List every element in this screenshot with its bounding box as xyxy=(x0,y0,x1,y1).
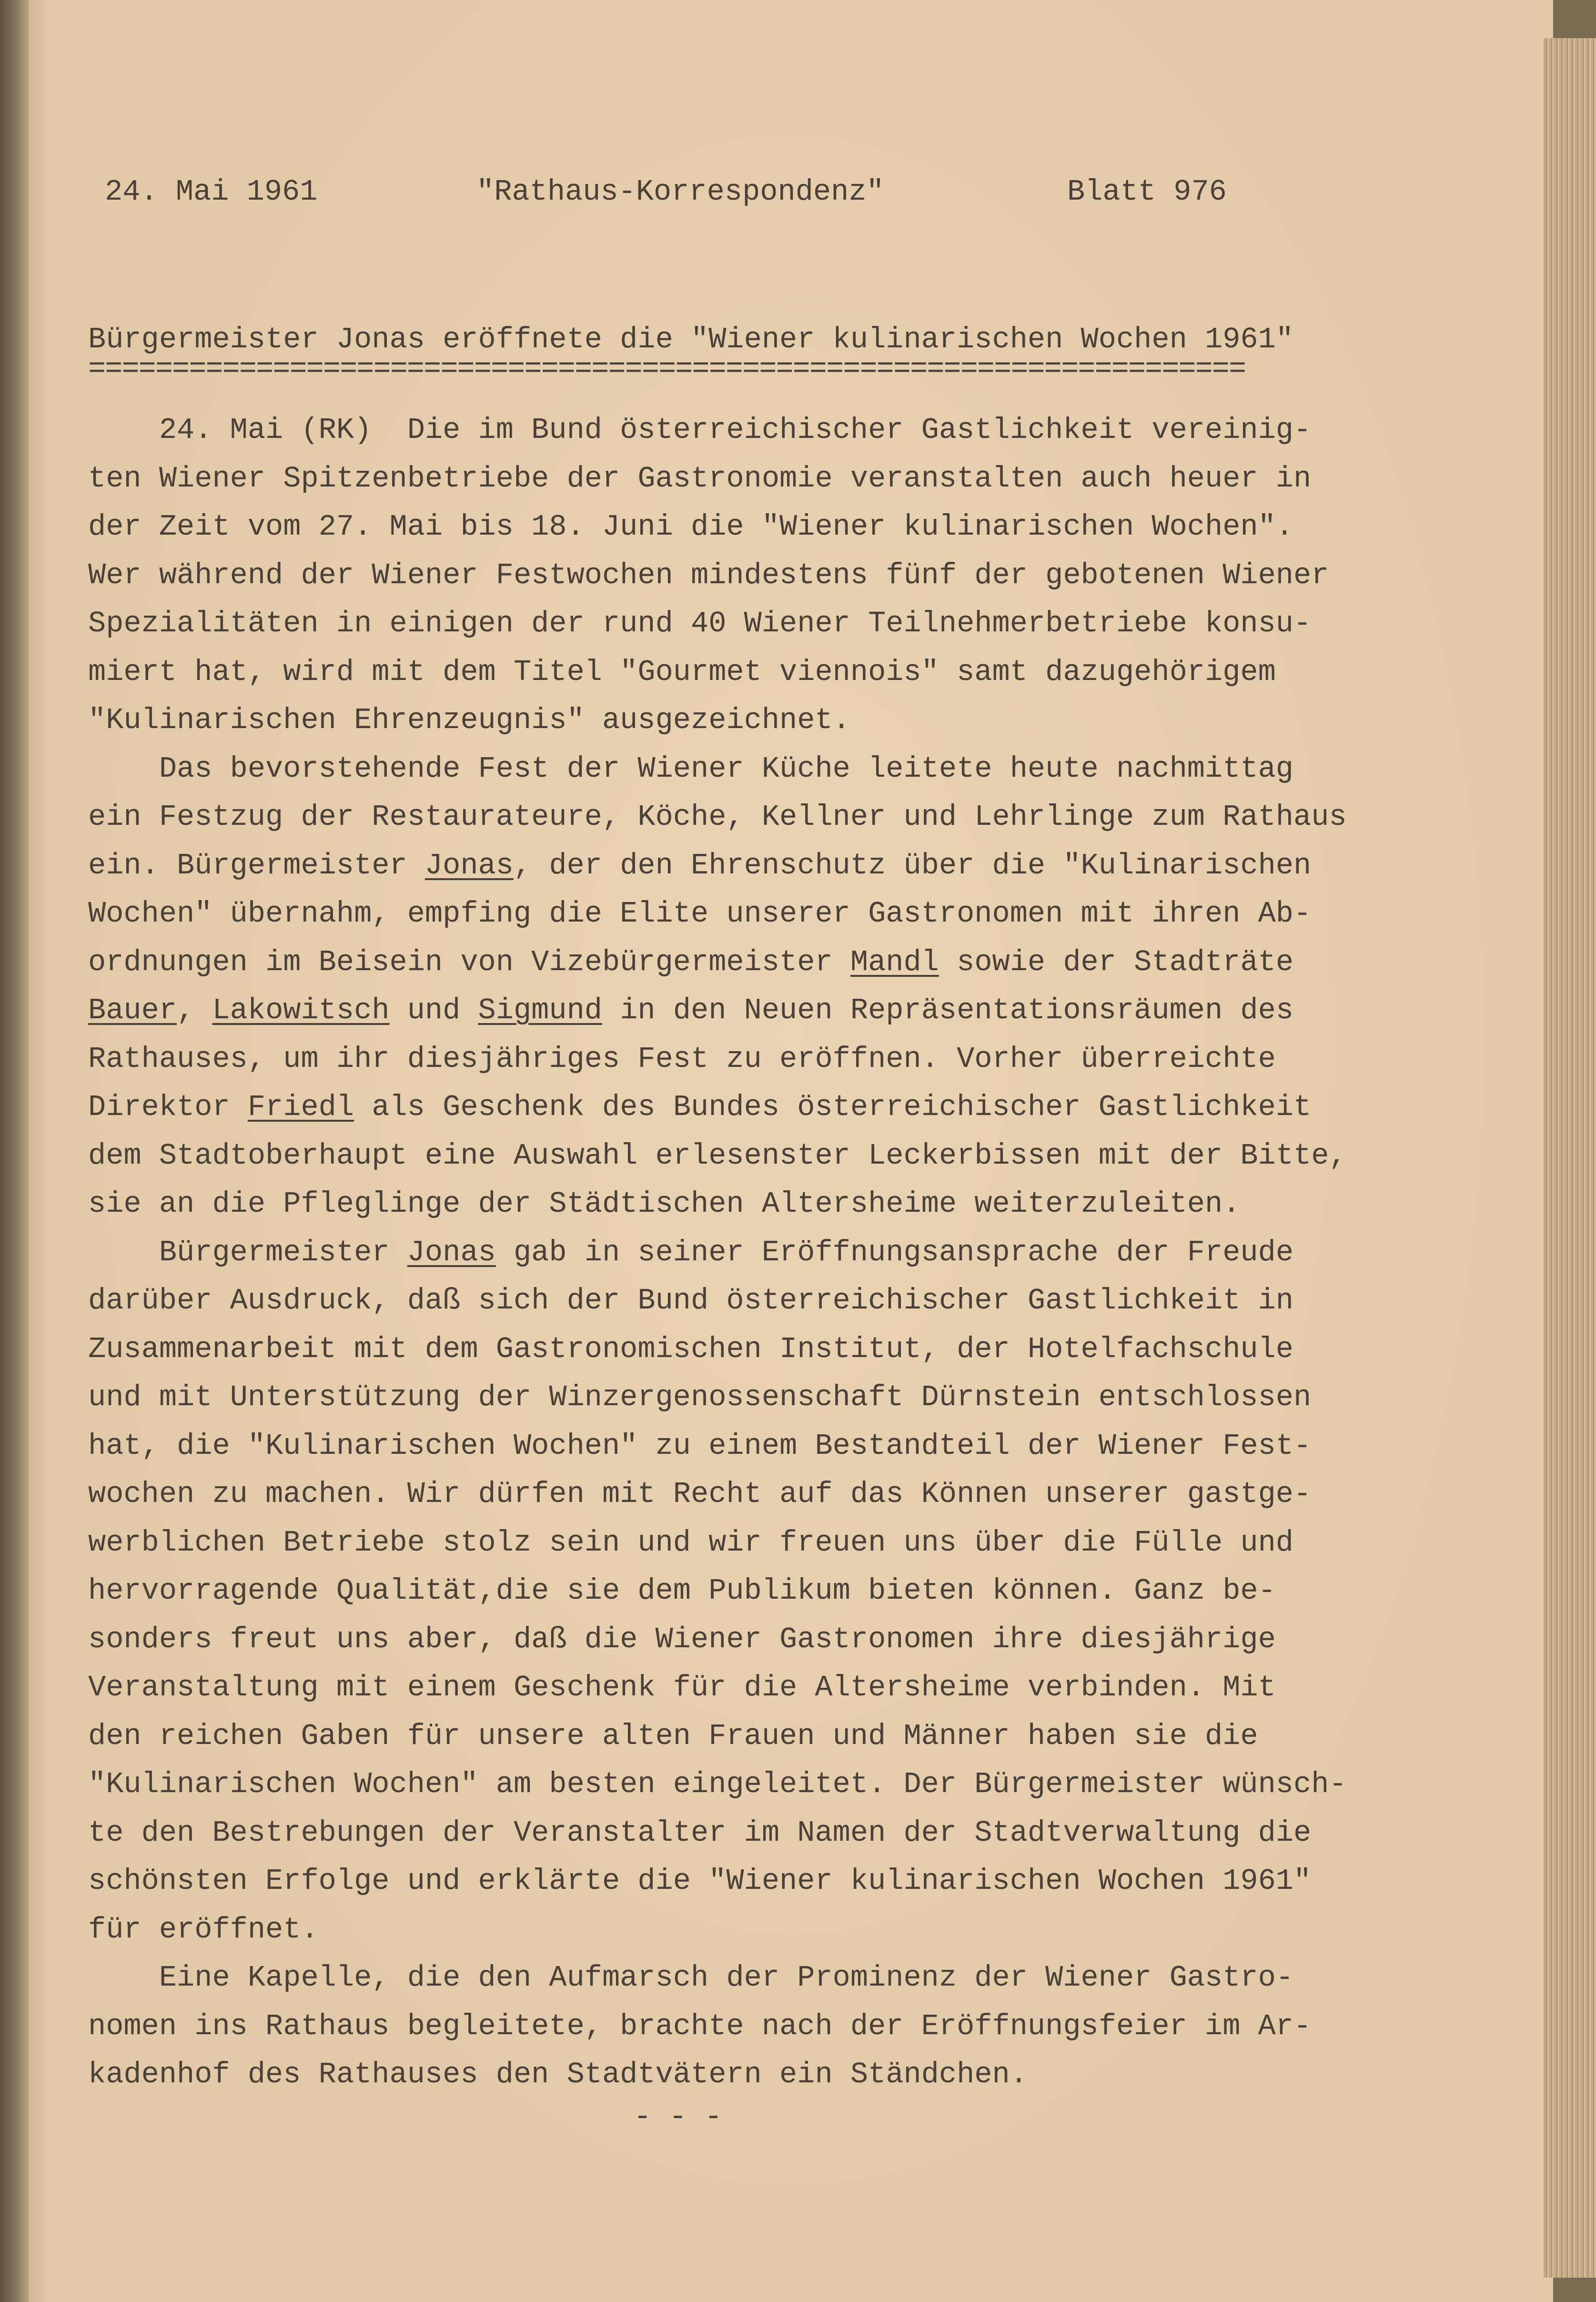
body-text: gab in seiner Eröffnungsansprache der Freude xyxy=(495,1236,1294,1269)
body-line xyxy=(88,1188,1240,1220)
body-line xyxy=(88,1479,1311,1510)
body-line xyxy=(88,1334,1293,1365)
end-mark: - - - xyxy=(634,2100,723,2134)
body-line xyxy=(88,898,1311,930)
header-date: 24. Mai 1961 xyxy=(105,175,318,209)
body-text: werblichen Betriebe stolz sein und wir freuen uns über die Fülle und xyxy=(88,1526,1294,1560)
body-line xyxy=(88,705,850,736)
body-text: Wochen" übernahm, empfing die Elite unserer Gastronomen mit ihren Ab- xyxy=(88,897,1312,931)
body-line xyxy=(88,753,1293,785)
body-line xyxy=(88,1721,1258,1752)
body-line xyxy=(88,1866,1311,1897)
body-text: ein Festzug der Restaurateure, Köche, Kellner und Lehrlinge zum Rathaus xyxy=(88,800,1347,834)
body-line xyxy=(88,850,1311,882)
body-text: 24. Mai (RK) Die im Bund österreichischer Gastlichkeit vereinig- xyxy=(88,413,1312,447)
body-text: nomen ins Rathaus begleitete, brachte nach der Eröffnungsfeier im Ar- xyxy=(88,2009,1312,2043)
body-text: und mit Unterstützung der Winzergenossenschaft Dürnstein entschlossen xyxy=(88,1380,1312,1414)
body-text: und xyxy=(389,994,478,1027)
book-spine-shadow xyxy=(0,0,29,2302)
body-line xyxy=(88,1430,1311,1462)
person-name: Sigmund xyxy=(478,994,602,1027)
body-text: wochen zu machen. Wir dürfen mit Recht auf das Können unserer gastge- xyxy=(88,1477,1312,1511)
body-text: sonders freut uns aber, daß die Wiener Gastronomen ihre diesjährige xyxy=(88,1623,1276,1656)
body-text: Spezialitäten in einigen der rund 40 Wiener Teilnehmerbetriebe konsu- xyxy=(88,607,1312,640)
body-line xyxy=(88,1962,1293,1994)
body-text: Bürgermeister xyxy=(88,1236,407,1269)
header-sheet-number: Blatt 976 xyxy=(1067,175,1227,209)
body-text: , xyxy=(177,994,212,1027)
headline-underline-rule: ===================================================================== xyxy=(88,352,1246,386)
body-line xyxy=(88,995,1293,1026)
body-line xyxy=(88,608,1311,639)
body-line xyxy=(88,511,1293,543)
body-text: in den Neuen Repräsentationsräumen des xyxy=(602,994,1294,1027)
body-line xyxy=(88,1527,1293,1559)
body-text: Das bevorstehende Fest der Wiener Küche leitete heute nachmittag xyxy=(88,752,1294,786)
body-text: Rathauses, um ihr diesjähriges Fest zu eröffnen. Vorher überreichte xyxy=(88,1042,1276,1076)
page-stack-edge xyxy=(1544,38,1596,2278)
body-text: sie an die Pfleglinge der Städtischen Altersheime weiterzuleiten. xyxy=(88,1187,1241,1221)
body-line xyxy=(88,1672,1276,1704)
body-line xyxy=(88,947,1293,978)
body-text: Direktor xyxy=(88,1090,248,1124)
person-name: Jonas xyxy=(407,1236,496,1269)
body-text: den reichen Gaben für unsere alten Frauen und Männer haben sie die xyxy=(88,1719,1258,1753)
body-line xyxy=(88,463,1311,495)
body-line xyxy=(88,1769,1347,1800)
person-name: Lakowitsch xyxy=(212,994,390,1027)
article-headline: Bürgermeister Jonas eröffnete die "Wiener kulinarischen Wochen 1961" xyxy=(88,323,1294,356)
body-text: als Geschenk des Bundes österreichischer Gastlichkeit xyxy=(354,1090,1312,1124)
body-text: te den Bestrebungen der Veranstalter im Namen der Stadtverwaltung die xyxy=(88,1816,1312,1850)
body-line xyxy=(88,2011,1311,2042)
body-text: ein. Bürgermeister xyxy=(88,849,425,882)
body-text: dem Stadtoberhaupt eine Auswahl erlesenster Leckerbissen mit der Bitte, xyxy=(88,1139,1347,1173)
body-text: Veranstaltung mit einem Geschenk für die Altersheime verbinden. Mit xyxy=(88,1671,1276,1704)
body-text: , der den Ehrenschutz über die "Kulinarischen xyxy=(513,849,1312,882)
body-text: ordnungen im Beisein von Vizebürgermeister xyxy=(88,945,850,979)
body-text: Eine Kapelle, die den Aufmarsch der Prominenz der Wiener Gastro- xyxy=(88,1961,1294,1995)
body-line xyxy=(88,1092,1311,1123)
body-line xyxy=(88,1817,1311,1849)
body-line xyxy=(88,801,1347,833)
person-name: Bauer xyxy=(88,994,177,1027)
body-line xyxy=(88,415,1311,446)
body-text: schönsten Erfolge und erklärte die "Wiener kulinarischen Wochen 1961" xyxy=(88,1864,1312,1898)
body-line xyxy=(88,1140,1347,1172)
header-publication: "Rathaus-Korrespondenz" xyxy=(476,175,884,209)
body-text: der Zeit vom 27. Mai bis 18. Juni die "Wiener kulinarischen Wochen". xyxy=(88,510,1294,544)
person-name: Jonas xyxy=(424,849,514,882)
body-line xyxy=(88,2059,1028,2090)
body-line xyxy=(88,1285,1293,1317)
person-name: Mandl xyxy=(850,945,939,979)
body-line xyxy=(88,1044,1276,1075)
body-line xyxy=(88,1382,1311,1413)
body-text: hervorragende Qualität,die sie dem Publikum bieten können. Ganz be- xyxy=(88,1574,1276,1608)
body-text: ten Wiener Spitzenbetriebe der Gastronomie veranstalten auch heuer in xyxy=(88,462,1312,496)
body-line xyxy=(88,1624,1276,1655)
body-text: "Kulinarischen Ehrenzeugnis" ausgezeichnet. xyxy=(88,703,850,737)
body-line xyxy=(88,1914,319,1946)
body-text: kadenhof des Rathauses den Stadtvätern ein Ständchen. xyxy=(88,2058,1028,2091)
body-line xyxy=(88,1237,1293,1268)
body-text: "Kulinarischen Wochen" am besten eingeleitet. Der Bürgermeister wünsch- xyxy=(88,1767,1347,1801)
body-text: Wer während der Wiener Festwochen mindestens fünf der gebotenen Wiener xyxy=(88,558,1329,592)
body-text: miert hat, wird mit dem Titel "Gourmet viennois" samt dazugehörigem xyxy=(88,655,1276,689)
body-text: darüber Ausdruck, daß sich der Bund österreichischer Gastlichkeit in xyxy=(88,1284,1294,1318)
person-name: Friedl xyxy=(247,1090,354,1124)
body-text: Zusammenarbeit mit dem Gastronomischen Institut, der Hotelfachschule xyxy=(88,1332,1294,1366)
body-text: für eröffnet. xyxy=(88,1913,319,1947)
body-line xyxy=(88,1575,1276,1607)
body-text: sowie der Stadträte xyxy=(939,945,1294,979)
body-text: hat, die "Kulinarischen Wochen" zu einem Bestandteil der Wiener Fest- xyxy=(88,1429,1312,1463)
body-line xyxy=(88,560,1329,591)
body-line xyxy=(88,657,1276,688)
